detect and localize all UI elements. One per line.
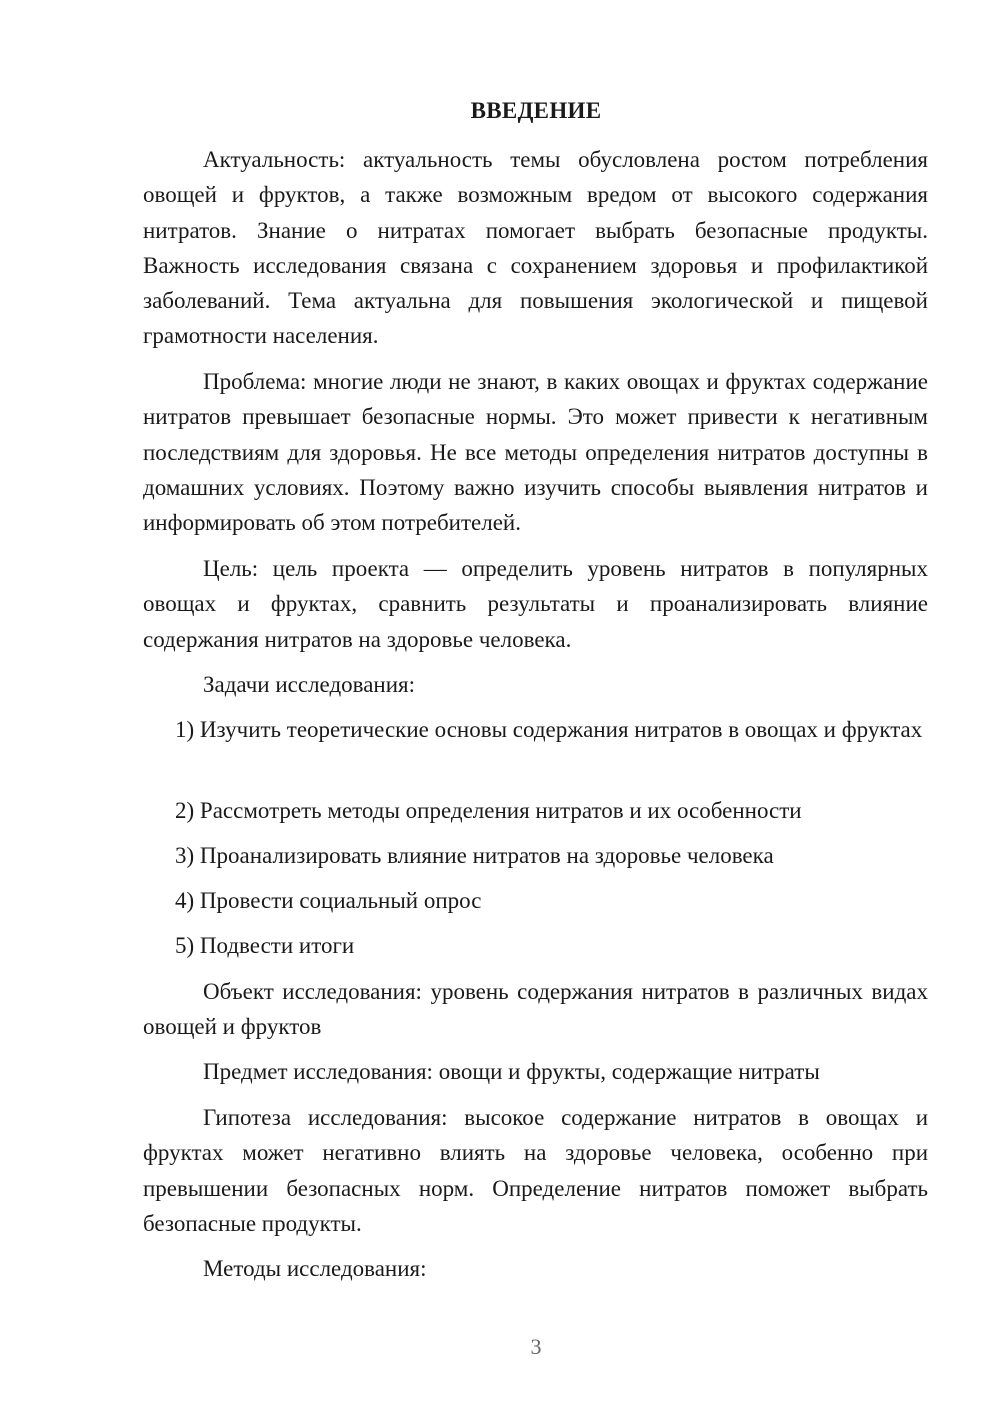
task-item: 5) Подвести итоги [175, 933, 355, 958]
page-number: 3 [530, 1334, 542, 1359]
task-item: 3) Проанализировать влияние нитратов на здоровье человека [175, 843, 774, 868]
task-item: 2) Рассмотреть методы определения нитратов и их особенности [175, 798, 802, 823]
object-paragraph: Объект исследования: уровень содержания нитратов в различных видах овощей и фруктов [143, 979, 928, 1040]
tasks-heading: Задачи исследования: [203, 672, 416, 697]
task-item: 1) Изучить теоретические основы содержания нитратов в овощах и фруктах [175, 717, 923, 742]
task-item: 4) Провести социальный опрос [175, 888, 482, 913]
section-title: ВВЕДЕНИЕ [470, 98, 602, 123]
hypothesis-paragraph: Гипотеза исследования: высокое содержание нитратов в овощах и фруктах может негативно влиять на здоровье человека, особенно при превышении безопасных норм. Определение нитратов поможет выбрать безопасные продукты. [143, 1105, 928, 1236]
methods-heading: Методы исследования: [203, 1256, 427, 1281]
subject-paragraph: Предмет исследования: овощи и фрукты, содержащие нитраты [203, 1059, 820, 1084]
relevance-paragraph: Актуальность: актуальность темы обусловлена ростом потребления овощей и фруктов, а также возможным вредом от высокого содержания нитратов. Знание о нитратах помогает выбрать безопасные продукты. Важность исследования связана с сохранением здоровья и профилактикой заболеваний. Тема актуальна для повышения экологической и пищевой грамотности населения. [143, 147, 928, 349]
goal-paragraph: Цель: цель проекта — определить уровень нитратов в популярных овощах и фруктах, сравнить результаты и проанализировать влияние содержания нитратов на здоровье человека. [143, 556, 928, 652]
problem-paragraph: Проблема: многие люди не знают, в каких овощах и фруктах содержание нитратов превышает безопасные нормы. Это может привести к негативным последствиям для здоровья. Не все методы определения нитратов доступны в домашних условиях. Поэтому важно изучить способы выявления нитратов и информировать об этом потребителей. [143, 369, 928, 536]
